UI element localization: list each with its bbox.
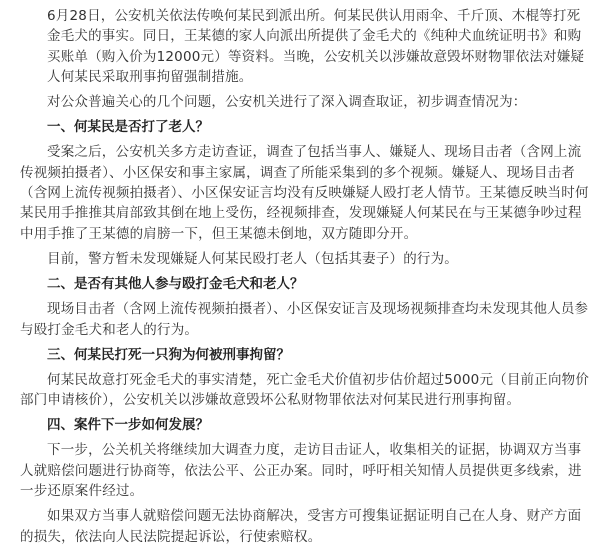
paragraph-summons: 6月28日，公安机关依法传唤何某民到派出所。何某民供认用雨伞、千斤顶、木棍等打死金毛犬的事实。同日，王某德的家人向派出所提供了金毛犬的《纯种犬血统证明书》和购买账单（购入价为12000元）等资料。当晚，公安机关以涉嫌故意毁坏财物罪依法对嫌疑人何某民采取刑事拘留强制措施。	[47, 8, 585, 85]
paragraph-conclusion-1: 目前，警方暂未发现嫌疑人何某民殴打老人（包括其妻子）的行为。	[47, 250, 458, 267]
heading-question-3: 三、何某民打死一只狗为何被刑事拘留？	[47, 346, 290, 363]
paragraph-investigation: 受案之后，公安机关多方走访查证，调查了包括当事人、嫌疑人、现场目击者（含网上流传视频拍摄者）、小区保安和事主家属，调查了所能采集到的多个视频。嫌疑人、现场目击者（含网上流传视频拍摄者）、小区保安证言均没有反映嫌疑人殴打老人情节。王某德反映当时何某民用手推推其肩部致其倒在地上受伤，经视频排查，发现嫌疑人何某民在与王某德争吵过程中用手推了王某德的肩膀一下，但王某德未倒地，双方随即分开。	[20, 144, 589, 242]
paragraph-answer-2: 现场目击者（含网上流传视频拍摄者）、小区保安证言及现场视频排查均未发现其他人员参与殴打金毛犬和老人的行为。	[20, 301, 589, 338]
heading-question-4: 四、案件下一步如何发展？	[47, 417, 209, 434]
paragraph-intro: 对公众普遍关心的几个问题，公安机关进行了深入调查取证，初步调查情况为：	[47, 94, 527, 111]
paragraph-answer-3: 何某民故意打死金毛犬的事实清楚，死亡金毛犬价值初步估价超过5000元（目前正向物价部门申请核价），公安机关以涉嫌故意毁坏公私财物罪依法对何某民进行刑事拘留。	[20, 371, 590, 409]
heading-question-1: 一、何某民是否打了老人？	[47, 119, 209, 136]
paragraph-next-steps: 下一步，公关机关将继续加大调查力度，走访目击证人，收集相关的证据，协调双方当事人就赔偿问题进行协商等，依法公平、公正办案。同时，呼吁相关知情人员提供更多线索，进一步还原案件经过。	[20, 442, 582, 500]
paragraph-compensation: 如果双方当事人就赔偿问题无法协商解决，受害方可搜集证据证明自己在人身、财产方面的损失，依法向人民法院提起诉讼，行使索赔权。	[20, 508, 582, 545]
heading-question-2: 二、是否有其他人参与殴打金毛犬和老人？	[47, 276, 304, 293]
